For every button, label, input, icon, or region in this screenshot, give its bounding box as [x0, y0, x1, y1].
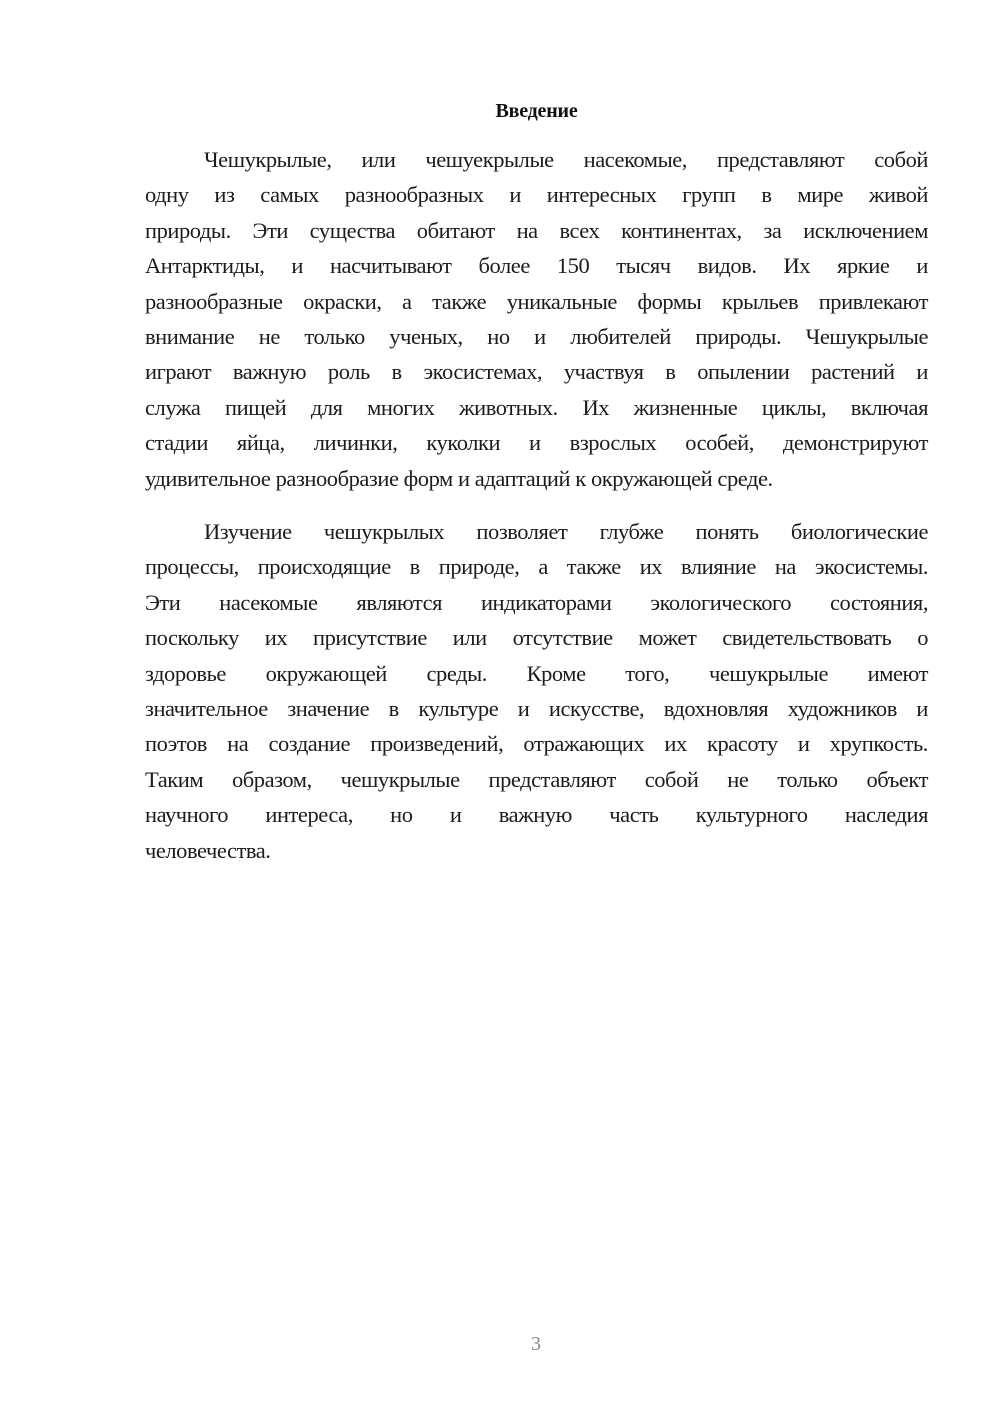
paragraph-line: поскольку их присутствие или отсутствие может свидетельствовать о: [145, 625, 928, 651]
paragraph-line: Эти насекомые являются индикаторами экологического состояния,: [145, 589, 928, 615]
paragraph-line: удивительное разнообразие форм и адаптаций к окружающей среде.: [145, 465, 773, 491]
paragraph-line: служа пищей для многих животных. Их жизненные циклы, включая: [145, 394, 928, 420]
paragraph-line: Антарктиды, и насчитывают более 150 тысяч видов. Их яркие и: [145, 253, 928, 279]
paragraph-line: Изучение чешукрылых позволяет глубже понять биологические: [204, 519, 928, 544]
paragraph-1: [145, 142, 928, 496]
paragraph-line: человечества.: [145, 837, 271, 863]
paragraph-line: значительное значение в культуре и искусстве, вдохновляя художников и: [145, 695, 928, 721]
section-title: Введение: [495, 100, 578, 122]
page-number: 3: [531, 1333, 541, 1355]
paragraph-line: природы. Эти существа обитают на всех континентах, за исключением: [145, 217, 928, 243]
paragraph-line: Чешукрылые, или чешуекрылые насекомые, представляют собой: [204, 147, 928, 172]
paragraph-line: Таким образом, чешукрылые представляют собой не только объект: [145, 766, 928, 792]
paragraph-line: играют важную роль в экосистемах, участвуя в опылении растений и: [145, 359, 928, 385]
paragraph-line: процессы, происходящие в природе, а также их влияние на экосистемы.: [145, 554, 928, 580]
paragraph-line: разнообразные окраски, а также уникальные формы крыльев привлекают: [145, 288, 928, 314]
paragraph-line: внимание не только ученых, но и любителей природы. Чешукрылые: [145, 323, 928, 349]
paragraph-line: одну из самых разнообразных и интересных групп в мире живой: [145, 182, 928, 208]
paragraph-line: поэтов на создание произведений, отражающих их красоту и хрупкость.: [145, 731, 928, 757]
paragraph-2: [145, 514, 928, 868]
paragraph-line: стадии яйца, личинки, куколки и взрослых особей, демонстрируют: [145, 430, 928, 456]
paragraph-line: научного интереса, но и важную часть культурного наследия: [145, 802, 928, 828]
paragraph-line: здоровье окружающей среды. Кроме того, чешукрылые имеют: [145, 660, 928, 686]
